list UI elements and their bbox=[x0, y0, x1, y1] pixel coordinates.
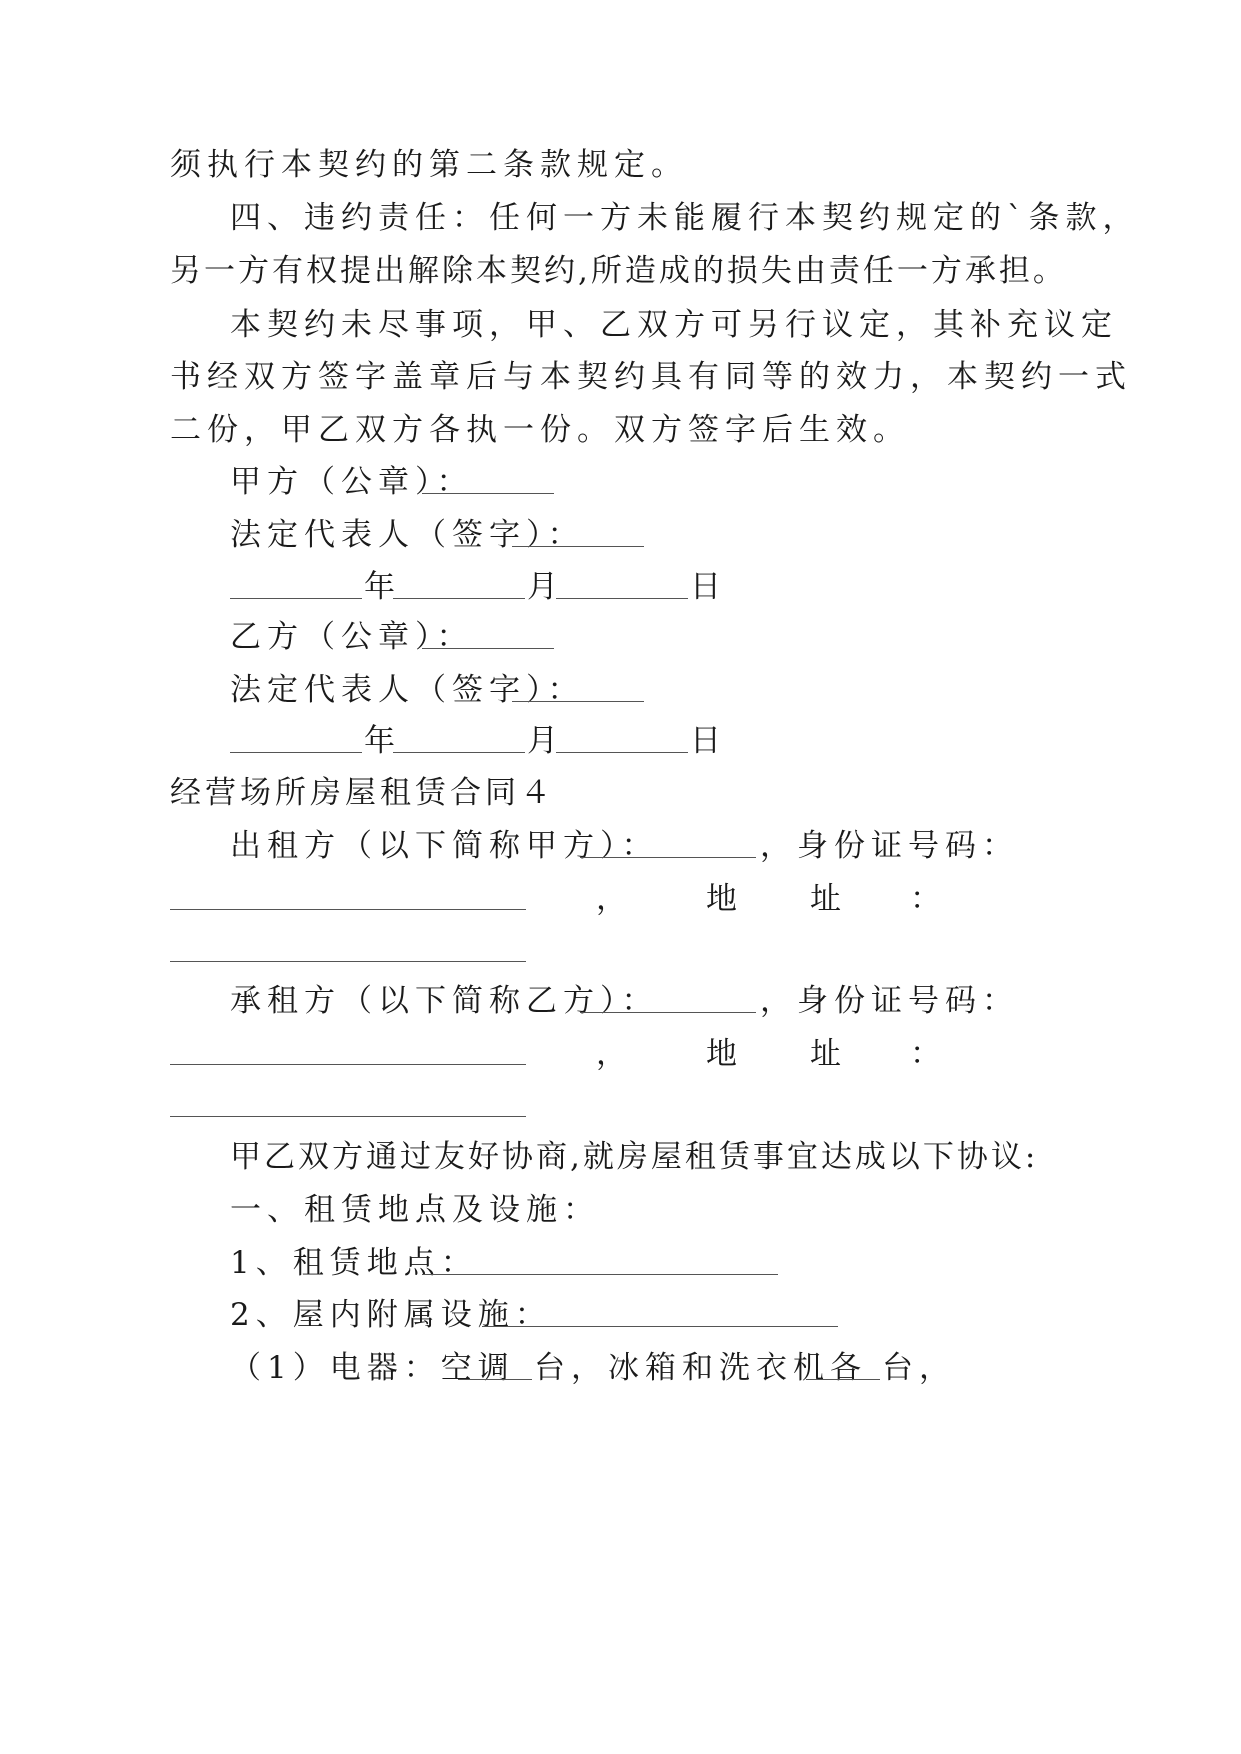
lessor-addr-colon: ： bbox=[910, 881, 941, 917]
party-b-rep-label: 法定代表人（签字）： bbox=[230, 672, 585, 708]
party-b-day-blank bbox=[556, 752, 688, 753]
party-a-day-label: 日 bbox=[690, 569, 721, 605]
lessor-id-blank bbox=[170, 909, 526, 910]
lessee-addr-di: 地 bbox=[706, 1036, 737, 1072]
lessee-id-blank bbox=[170, 1064, 526, 1065]
lessor-address-blank bbox=[170, 961, 526, 962]
lessor-label: 出租方（以下简称甲方）： bbox=[230, 828, 659, 864]
party-b-seal-blank bbox=[422, 648, 554, 649]
party-a-day-blank bbox=[556, 598, 688, 599]
lessor-id-label: ，身份证号码： bbox=[760, 828, 1019, 864]
text-line-2: 四、违约责任：任何一方未能履行本契约规定的`条款， bbox=[230, 200, 1140, 236]
party-a-year-label: 年 bbox=[364, 569, 395, 605]
lessee-addr-zhi: 址 bbox=[810, 1036, 841, 1072]
party-b-month-label: 月 bbox=[527, 723, 558, 759]
lessor-addr-di: 地 bbox=[706, 881, 737, 917]
party-b-month-blank bbox=[393, 752, 525, 753]
item-1-blank bbox=[422, 1274, 778, 1275]
item-1-label: 1、租赁地点： bbox=[230, 1245, 478, 1281]
party-b-seal-label: 乙方（公章）： bbox=[230, 619, 474, 655]
party-a-year-blank bbox=[230, 598, 362, 599]
party-b-rep-blank bbox=[512, 701, 644, 702]
party-b-year-label: 年 bbox=[364, 723, 395, 759]
fridge-washer-count-blank bbox=[806, 1379, 880, 1380]
lessee-address-blank bbox=[170, 1116, 526, 1117]
party-a-rep-label: 法定代表人（签字）： bbox=[230, 517, 585, 553]
item-3-part-c: 台， bbox=[882, 1350, 956, 1386]
item-3-part-b: 台，冰箱和洗衣机各 bbox=[534, 1350, 867, 1386]
lessor-comma: ， bbox=[596, 881, 627, 917]
lessee-name-blank bbox=[580, 1012, 756, 1013]
text-line-3: 另一方有权提出解除本契约,所造成的损失由责任一方承担。 bbox=[170, 253, 1067, 289]
text-line-1: 须执行本契约的第二条款规定。 bbox=[170, 147, 688, 183]
party-a-month-blank bbox=[393, 598, 525, 599]
agreement-line: 甲乙双方通过友好协商,就房屋租赁事宜达成以下协议: bbox=[230, 1139, 1039, 1175]
text-line-5: 书经双方签字盖章后与本契约具有同等的效力，本契约一式 bbox=[170, 359, 1132, 395]
party-a-month-label: 月 bbox=[527, 569, 558, 605]
party-a-rep-blank bbox=[512, 546, 644, 547]
lessor-addr-zhi: 址 bbox=[810, 881, 841, 917]
party-a-seal-label: 甲方（公章）： bbox=[230, 464, 474, 500]
text-line-6: 二份，甲乙双方各执一份。双方签字后生效。 bbox=[170, 412, 910, 448]
lessee-label: 承租方（以下简称乙方）： bbox=[230, 983, 659, 1019]
lessee-addr-colon: ： bbox=[910, 1036, 941, 1072]
party-a-seal-blank bbox=[422, 493, 554, 494]
item-2-blank bbox=[482, 1326, 838, 1327]
item-3-part-a: （1）电器：空调 bbox=[230, 1350, 515, 1386]
contract-title: 经营场所房屋租赁合同４ bbox=[170, 775, 555, 811]
party-b-day-label: 日 bbox=[690, 723, 721, 759]
party-b-year-blank bbox=[230, 752, 362, 753]
lessee-comma: ， bbox=[596, 1036, 627, 1072]
item-2-label: 2、屋内附属设施： bbox=[230, 1297, 552, 1333]
ac-count-blank bbox=[458, 1379, 532, 1380]
text-line-4: 本契约未尽事项，甲、乙双方可另行议定，其补充议定 bbox=[230, 307, 1118, 343]
section-1-heading: 一、租赁地点及设施： bbox=[230, 1192, 600, 1228]
lessor-name-blank bbox=[580, 857, 756, 858]
lessee-id-label: ，身份证号码： bbox=[760, 983, 1019, 1019]
